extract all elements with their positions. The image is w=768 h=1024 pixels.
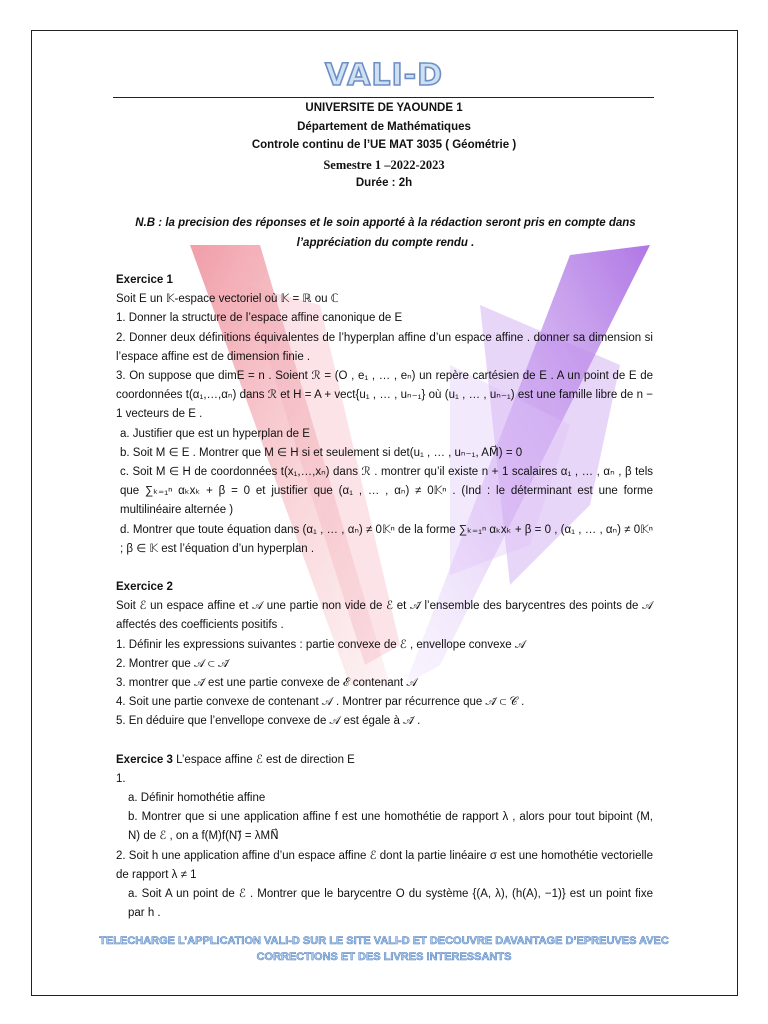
exercise-2-title: Exercice 2 <box>116 581 173 594</box>
ex3-question-1b: b. Montrer que si une application affine f est une homothétie de rapport λ , alors pour tout bipoint (M, N) de ℰ , on a f(M)f(N)⃗ = λMN⃗ <box>128 811 653 843</box>
footer-line-1: TELECHARGE L’APPLICATION VALI-D SUR LE SITE VALI-D ET DECOUVRE DAVANTAGE D’EPREUVES AVEC <box>99 935 669 947</box>
exercise-1-title: Exercice 1 <box>116 274 173 286</box>
university-name: UNIVERSITE DE YAOUNDE 1 <box>305 102 463 114</box>
brand-logo-text: VALI-D <box>324 58 444 93</box>
ex1-intro: Soit E un 𝕂-espace vectoriel où 𝕂 = ℝ ou ℂ <box>116 293 339 306</box>
exam-content <box>116 271 653 924</box>
ex1-question-3d: d. Montrer que toute équation dans (α₁ , … , αₙ) ≠ 0𝕂ⁿ de la forme ∑ₖ₌₁ⁿ αₖxₖ + β = 0 , (α₁ , … , αₙ) ≠ 0𝕂ⁿ ; β ∈ 𝕂 est l’équation d’un hyperplan . <box>120 523 653 555</box>
ex3-question-1a: a. Définir homothétie affine <box>128 792 266 805</box>
duration: Durée : 2h <box>355 177 413 189</box>
nb-line-2: l’appréciation du compte rendu . <box>296 237 475 249</box>
department-name: Département de Mathématiques <box>297 121 471 133</box>
ex3-part-1: 1. <box>116 772 126 785</box>
ex2-question-5: 5. En déduire que l’envellope convexe de 𝒜 est égale à 𝒜̃ . <box>116 715 421 728</box>
promo-footer <box>0 933 768 965</box>
nb-notice <box>118 213 653 253</box>
footer-line-2: CORRECTIONS ET DES LIVRES INTERESSANTS <box>256 951 512 963</box>
ex1-question-3c: c. Soit M ∈ H de coordonnées t(x₁,…,xₙ) dans ℛ . montrer qu’il existe n + 1 scalaires α₁ , … , αₙ , β tels que ∑ₖ₌₁ⁿ αₖxₖ + β = 0 et justifier que (α₁ , … , αₙ) ≠ 0𝕂ⁿ . (Ind : le déterminant est une forme multilinéaire alternée ) <box>120 466 653 517</box>
ex2-intro: Soit ℰ un espace affine et 𝒜 une partie non vide de ℰ et 𝒜̃ l’ensemble des barycentres des points de 𝒜 affectés des coefficients positifs . <box>116 600 653 632</box>
exercise-3-title-rest: L’espace affine ℰ est de direction E <box>172 753 355 766</box>
semester: Semestre 1 –2022-2023 <box>323 158 445 172</box>
ex1-question-2: 2. Donner deux définitions équivalentes de l’hyperplan affine d’un espace affine . donner sa dimension si l’espace affine est de dimension finie . <box>116 331 653 363</box>
ex2-question-3: 3. montrer que 𝒜̃ est une partie convexe de ℰ contenant 𝒜 <box>116 677 418 690</box>
exercise-3-title: Exercice 3 <box>116 753 173 766</box>
course-title: Controle continu de l’UE MAT 3035 ( Géométrie ) <box>251 139 517 151</box>
ex1-question-1: 1. Donner la structure de l’espace affine canonique de E <box>116 312 403 325</box>
ex1-question-3: 3. On suppose que dimE = n . Soient ℛ = (O , e₁ , … , eₙ) un repère cartésien de E . A un point de E de coordonnées t(α₁,…,αₙ) dans ℛ et H = A + vect{u₁ , … , uₙ₋₁} où (u₁ , … , uₙ₋₁) est une famille libre de n − 1 vecteurs de E . <box>116 370 653 421</box>
ex2-question-4: 4. Soit une partie convexe de contenant 𝒜 . Montrer par récurrence que 𝒜̃ ⊂ 𝒞 . <box>116 696 525 709</box>
ex3-question-2: 2. Soit h une application affine d’un espace affine ℰ dont la partie linéaire σ est une homothétie vectorielle de rapport λ ≠ 1 <box>116 849 653 881</box>
header-rule <box>113 97 654 98</box>
ex2-question-1: 1. Définir les expressions suivantes : partie convexe de ℰ , envellope convexe 𝒜 <box>116 638 526 651</box>
nb-line-1: N.B : la precision des réponses et le soin apporté à la rédaction seront pris en compte dans <box>135 217 636 229</box>
ex3-question-2a: a. Soit A un point de ℰ . Montrer que le barycentre O du système {(A, λ), (h(A), −1)} est un point fixe par h . <box>128 888 653 920</box>
exercise-3-heading <box>116 751 653 770</box>
ex1-question-3b: b. Soit M ∈ E . Montrer que M ∈ H si et seulement si det(u₁ , … , uₙ₋₁, AM⃗) = 0 <box>120 446 523 459</box>
ex2-question-2: 2. Montrer que 𝒜 ⊂ 𝒜̃ <box>116 657 229 670</box>
ex1-question-3a: a. Justifier que est un hyperplan de E <box>120 427 310 440</box>
